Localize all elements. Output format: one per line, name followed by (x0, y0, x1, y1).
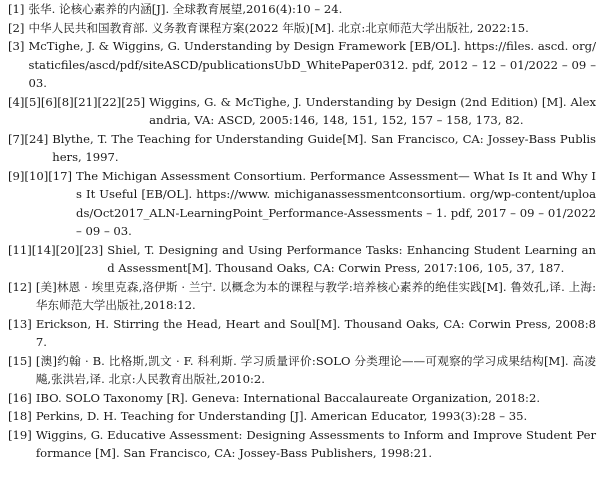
reference-item (8, 241, 596, 278)
reference-item (8, 352, 596, 389)
reference-text: [美]林恩 · 埃里克森,洛伊斯 · 兰宁. 以概念为本的课程与教学:培养核心素养的绝佳实践[M]. 鲁效孔,译. 上海:华东师范大学出版社,2018:12. (35, 279, 596, 312)
reference-item (8, 407, 596, 426)
reference-text: The Michigan Assessment Consortium. Performance Assessment— What Is It and Why Is It Useful [EB/OL]. https://www. michiganassessmentconsortium. org/wp-content/uploads/Oct2017_ALN-LearningPoint_Performance-Assessments – 1. pdf, 2017 – 09 – 01/2022 – 09 – 03. (76, 168, 596, 238)
reference-number: [12] (8, 279, 32, 294)
reference-number: [11][14][20][23] (8, 242, 104, 257)
reference-number: [1] (8, 2, 25, 16)
reference-item (8, 389, 596, 408)
reference-text: [澳]约翰 · B. 比格斯,凯文 · F. 科利斯. 学习质量评价:SOLO 分类理论——可观察的学习成果结构[M]. 高凌飚,张洪岩,译. 北京:人民教育出版社,2010:2. (35, 353, 596, 386)
reference-number: [19] (8, 427, 32, 442)
reference-number: [3] (8, 39, 25, 53)
reference-number: [9][10][17] (8, 168, 73, 183)
reference-item (8, 167, 596, 241)
reference-text: Perkins, D. H. Teaching for Understanding [J]. American Educator, 1993(3):28 – 35. (35, 409, 528, 423)
reference-number: [2] (8, 20, 25, 35)
reference-number: [18] (8, 409, 32, 423)
reference-text: 张华. 论核心素养的内涵[J]. 全球教育展望,2016(4):10 – 24. (28, 2, 343, 16)
reference-text: IBO. SOLO Taxonomy [R]. Geneva: International Baccalaureate Organization, 2018:2. (35, 390, 541, 405)
reference-text: 中华人民共和国教育部. 义务教育课程方案(2022 年版)[M]. 北京:北京师范大学出版社, 2022:15. (28, 20, 529, 35)
reference-text: Wiggins, G. Educative Assessment: Designing Assessments to Inform and Improve Student Performance [M]. San Francisco, CA: Jossey-Bass Publishers, 1998:21. (35, 427, 596, 460)
reference-number: [4][5][6][8][21][22][25] (8, 94, 146, 109)
reference-item (8, 278, 596, 315)
reference-item (8, 93, 596, 130)
reference-text: Erickson, H. Stirring the Head, Heart and Soul[M]. Thousand Oaks, CA: Corwin Press, 2008:87. (35, 316, 596, 349)
reference-item (8, 426, 596, 463)
reference-text: Wiggins, G. & McTighe, J. Understanding by Design (2nd Edition) [M]. Alexandria, VA: ASCD, 2005:146, 148, 151, 152, 157 – 158, 173, 82. (149, 94, 596, 127)
reference-item (8, 315, 596, 352)
reference-number: [15] (8, 353, 32, 368)
reference-item (8, 130, 596, 167)
reference-number: [16] (8, 390, 32, 405)
reference-list (8, 0, 596, 463)
reference-item (8, 0, 596, 19)
reference-number: [7][24] (8, 131, 49, 146)
reference-item (8, 19, 596, 38)
reference-text: Blythe, T. The Teaching for Understanding Guide[M]. San Francisco, CA: Jossey-Bass Publishers, 1997. (52, 131, 596, 164)
reference-text: Shiel, T. Designing and Using Performance Tasks: Enhancing Student Learning and Assessment[M]. Thousand Oaks, CA: Corwin Press, 2017:106, 105, 37, 187. (107, 242, 596, 275)
reference-text: McTighe, J. & Wiggins, G. Understanding by Design Framework [EB/OL]. https://files. ascd. org/staticfiles/ascd/pdf/siteASCD/publicationsUbD_WhitePaper0312. pdf, 2012 – 12 – 01/2022 – 09 – 03. (28, 39, 596, 90)
reference-number: [13] (8, 316, 32, 331)
reference-item (8, 37, 596, 93)
